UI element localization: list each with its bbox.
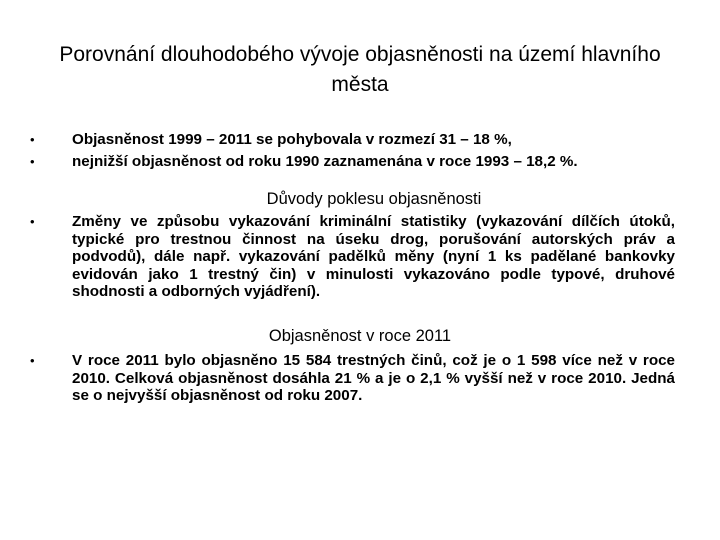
bullet-list-reasons [30,213,675,301]
bullet-text: nejnižší objasněnost od roku 1990 zaznamenána v roce 1993 – 18,2 %. [72,153,578,170]
bullet-text: V roce 2011 bylo objasněno 15 584 trestných činů, což je o 1 598 více než v roce 2010. Celková objasněnost dosáhla 21 % a je o 2,1 % vyšší než v roce 2010. Jedná se o nejvyšší objasněnost od roku 2007. [72,352,675,404]
section-heading-reasons: Důvody poklesu objasněnosti [266,190,482,208]
bullet-icon: • [30,154,35,169]
section-heading-2011: Objasněnost v roce 2011 [268,327,452,345]
bullet-icon: • [30,353,35,368]
bullet-list-2011 [30,352,675,405]
bullet-list-summary [30,129,675,173]
bullet-icon: • [30,214,35,229]
list-item [30,213,675,301]
slide-title: Porovnání dlouhodobého vývoje objasněnosti na území hlavního města [59,43,661,96]
list-item [30,129,675,151]
bullet-text: Objasněnost 1999 – 2011 se pohybovala v rozmezí 31 – 18 %, [72,131,512,148]
bullet-text: Změny ve způsobu vykazování kriminální statistiky (vykazování dílčích útoků, typické pro trestnou činnost na úseku drog, porušování autorských práv a podvodů), dále např. vykazování padělků měny (nyní 1 ks padělané bankovky evidován jako 1 trestný čin) v minulosti vykazováno podle typové, druhové shodnosti a odborných vyjádření). [72,213,675,300]
list-item [30,352,675,405]
list-item [30,151,675,173]
bullet-icon: • [30,132,35,147]
